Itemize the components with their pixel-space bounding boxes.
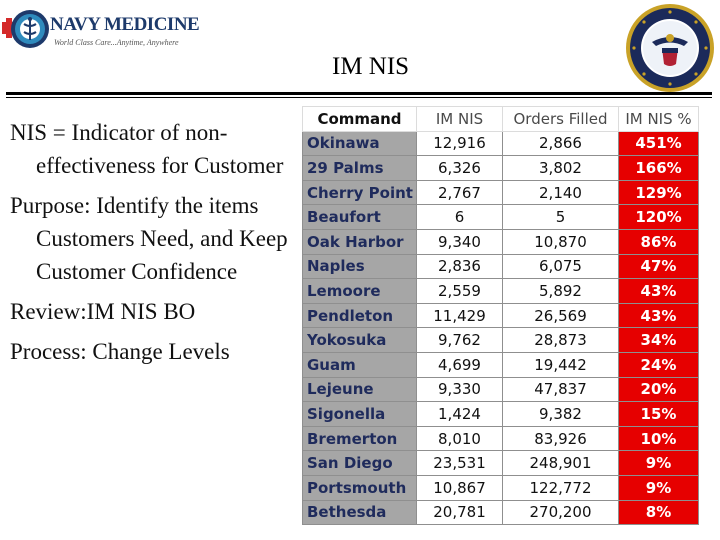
command-cell: Cherry Point bbox=[303, 180, 417, 205]
command-cell: San Diego bbox=[303, 451, 417, 476]
bullet-review: Review:IM NIS BO bbox=[10, 299, 196, 324]
navy-medicine-emblem-icon bbox=[2, 6, 52, 52]
command-cell: Lejeune bbox=[303, 377, 417, 402]
table-header-row bbox=[303, 107, 699, 132]
im-nis-percent-cell: 34% bbox=[619, 328, 699, 353]
bullet-nis-definition: NIS = Indicator of non-effectiveness for Customer bbox=[10, 120, 284, 178]
orders-filled-cell: 122,772 bbox=[503, 475, 619, 500]
im-nis-cell: 11,429 bbox=[417, 303, 503, 328]
orders-filled-cell: 10,870 bbox=[503, 229, 619, 254]
orders-filled-cell: 2,866 bbox=[503, 131, 619, 156]
im-nis-percent-cell: 8% bbox=[619, 500, 699, 525]
im-nis-cell: 23,531 bbox=[417, 451, 503, 476]
command-cell: 29 Palms bbox=[303, 156, 417, 181]
table-row bbox=[303, 451, 699, 476]
command-cell: Bethesda bbox=[303, 500, 417, 525]
orders-filled-cell: 19,442 bbox=[503, 352, 619, 377]
title-divider-thin bbox=[6, 97, 712, 98]
command-cell: Okinawa bbox=[303, 131, 417, 156]
orders-filled-cell: 28,873 bbox=[503, 328, 619, 353]
im-nis-percent-cell: 9% bbox=[619, 451, 699, 476]
table-row bbox=[303, 377, 699, 402]
command-cell: Sigonella bbox=[303, 402, 417, 427]
im-nis-percent-cell: 451% bbox=[619, 131, 699, 156]
im-nis-cell: 10,867 bbox=[417, 475, 503, 500]
im-nis-cell: 9,330 bbox=[417, 377, 503, 402]
command-cell: Bremerton bbox=[303, 426, 417, 451]
orders-filled-cell: 248,901 bbox=[503, 451, 619, 476]
orders-filled-cell: 2,140 bbox=[503, 180, 619, 205]
orders-filled-cell: 5,892 bbox=[503, 279, 619, 304]
im-nis-cell: 2,767 bbox=[417, 180, 503, 205]
table-row bbox=[303, 156, 699, 181]
table-row bbox=[303, 254, 699, 279]
im-nis-cell: 1,424 bbox=[417, 402, 503, 427]
command-cell: Guam bbox=[303, 352, 417, 377]
column-header-orders-filled: Orders Filled bbox=[503, 107, 619, 132]
im-nis-cell: 6 bbox=[417, 205, 503, 230]
table-row bbox=[303, 475, 699, 500]
table-row bbox=[303, 180, 699, 205]
table-row bbox=[303, 328, 699, 353]
table-row bbox=[303, 500, 699, 525]
im-nis-percent-cell: 20% bbox=[619, 377, 699, 402]
im-nis-percent-cell: 43% bbox=[619, 279, 699, 304]
command-cell: Oak Harbor bbox=[303, 229, 417, 254]
im-nis-percent-cell: 24% bbox=[619, 352, 699, 377]
im-nis-percent-cell: 9% bbox=[619, 475, 699, 500]
im-nis-percent-cell: 10% bbox=[619, 426, 699, 451]
logo-text: NAVY MEDICINE bbox=[50, 14, 200, 35]
command-cell: Yokosuka bbox=[303, 328, 417, 353]
orders-filled-cell: 47,837 bbox=[503, 377, 619, 402]
im-nis-percent-cell: 47% bbox=[619, 254, 699, 279]
im-nis-cell: 2,836 bbox=[417, 254, 503, 279]
page-title: IM NIS bbox=[332, 53, 410, 80]
command-cell: Pendleton bbox=[303, 303, 417, 328]
orders-filled-cell: 270,200 bbox=[503, 500, 619, 525]
column-header-im-nis: IM NIS bbox=[417, 107, 503, 132]
im-nis-cell: 20,781 bbox=[417, 500, 503, 525]
orders-filled-cell: 5 bbox=[503, 205, 619, 230]
bullet-process: Process: Change Levels bbox=[10, 339, 230, 364]
column-header-im-nis-percent: IM NIS % bbox=[619, 107, 699, 132]
table-row bbox=[303, 279, 699, 304]
orders-filled-cell: 3,802 bbox=[503, 156, 619, 181]
bullet-purpose: Purpose: Identify the items Customers Need, and Keep Customer Confidence bbox=[10, 193, 288, 284]
command-cell: Beaufort bbox=[303, 205, 417, 230]
im-nis-cell: 9,340 bbox=[417, 229, 503, 254]
im-nis-cell: 8,010 bbox=[417, 426, 503, 451]
im-nis-percent-cell: 166% bbox=[619, 156, 699, 181]
im-nis-percent-cell: 43% bbox=[619, 303, 699, 328]
title-divider bbox=[6, 92, 712, 95]
im-nis-cell: 6,326 bbox=[417, 156, 503, 181]
im-nis-percent-cell: 129% bbox=[619, 180, 699, 205]
table-row bbox=[303, 352, 699, 377]
command-cell: Lemoore bbox=[303, 279, 417, 304]
im-nis-percent-cell: 86% bbox=[619, 229, 699, 254]
table-row bbox=[303, 402, 699, 427]
orders-filled-cell: 6,075 bbox=[503, 254, 619, 279]
im-nis-percent-cell: 15% bbox=[619, 402, 699, 427]
table-row bbox=[303, 303, 699, 328]
table-row bbox=[303, 426, 699, 451]
command-cell: Portsmouth bbox=[303, 475, 417, 500]
table-row bbox=[303, 131, 699, 156]
table-row bbox=[303, 229, 699, 254]
table-body bbox=[303, 131, 699, 525]
im-nis-percent-cell: 120% bbox=[619, 205, 699, 230]
navy-medicine-logo bbox=[2, 2, 200, 54]
im-nis-cell: 12,916 bbox=[417, 131, 503, 156]
logo-tagline: World Class Care...Anytime, Anywhere bbox=[54, 38, 179, 47]
im-nis-cell: 2,559 bbox=[417, 279, 503, 304]
navy-seal-icon bbox=[624, 2, 716, 94]
bullet-list bbox=[10, 116, 300, 375]
orders-filled-cell: 26,569 bbox=[503, 303, 619, 328]
orders-filled-cell: 9,382 bbox=[503, 402, 619, 427]
command-cell: Naples bbox=[303, 254, 417, 279]
im-nis-cell: 9,762 bbox=[417, 328, 503, 353]
im-nis-cell: 4,699 bbox=[417, 352, 503, 377]
im-nis-table bbox=[302, 106, 698, 525]
orders-filled-cell: 83,926 bbox=[503, 426, 619, 451]
column-header-command: Command bbox=[303, 107, 417, 132]
table-row bbox=[303, 205, 699, 230]
